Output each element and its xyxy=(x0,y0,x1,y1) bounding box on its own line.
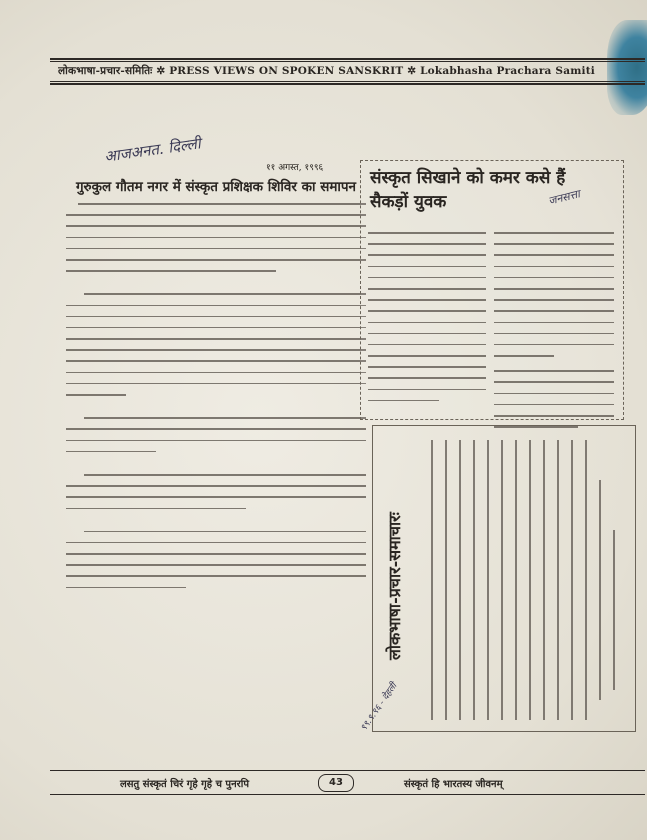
footer-right-motto: संस्कृतं हि भारतस्य जीवनम् xyxy=(404,779,503,790)
article3-vertical-body xyxy=(425,440,625,720)
footer-rule-top xyxy=(50,770,645,771)
article3-vertical-title: लोकभाषा-प्रचार-समाचारः xyxy=(385,512,404,660)
header-rule-top-thin xyxy=(50,61,645,62)
article2-source-stamp: जनसत्ता xyxy=(546,187,582,208)
header-rule-bottom xyxy=(50,83,645,85)
article1-headline: गुरुकुल गौतम नगर में संस्कृत प्रशिक्षक शिविर का समापन xyxy=(75,179,357,195)
header-rule-bottom-thin xyxy=(50,81,645,82)
article2-headline: संस्कृत सिखाने को कमर कसे हैं सैकड़ों युवक xyxy=(370,168,566,212)
footer-left-motto: लसतु संस्कृतं चिरं गृहे गृहे च पुनरपि xyxy=(120,779,250,790)
article2-column-left xyxy=(368,232,486,411)
handwritten-source-note: आजअनत. दिल्ली xyxy=(103,134,202,166)
article1-body xyxy=(66,203,366,588)
footer-rule-bottom xyxy=(50,794,645,795)
article2-column-right xyxy=(494,232,614,437)
header-banner: लोकभाषा-प्रचार-समितिः ✲ PRESS VIEWS ON SPOKEN SANSKRIT ✲ Lokabhasha Prachara Samiti xyxy=(58,65,595,77)
page-number: 43 xyxy=(318,774,354,792)
handwritten-date-note: ९९.९.९६ - देहली xyxy=(359,681,400,734)
header-rule-top xyxy=(50,58,645,60)
article1-date: ११ अगस्त, १९९६ xyxy=(266,163,324,173)
article1 xyxy=(66,178,366,598)
